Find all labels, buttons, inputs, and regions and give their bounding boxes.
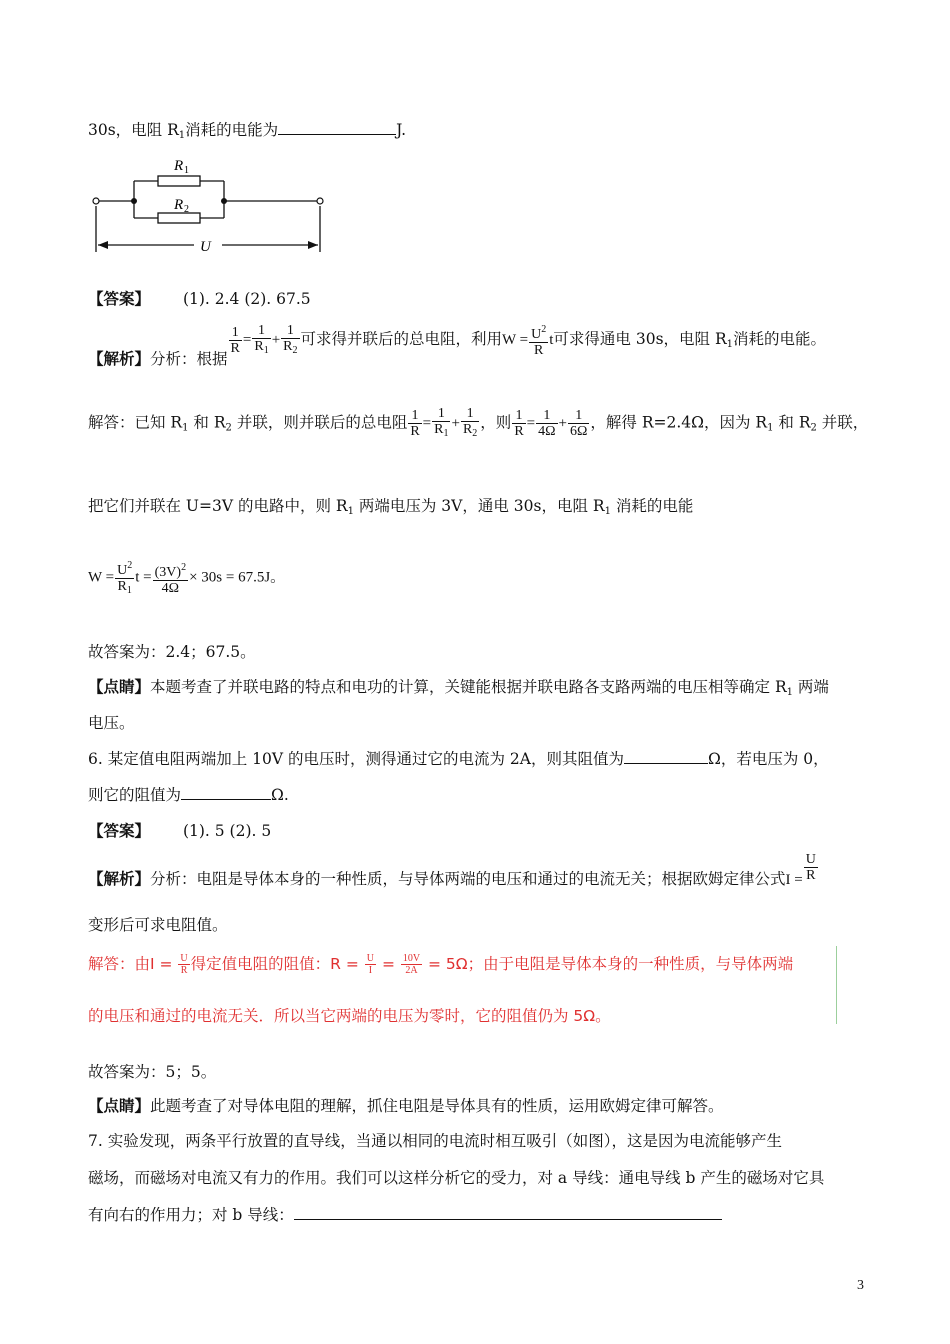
subscript: 1	[347, 506, 354, 517]
answer-blank[interactable]	[624, 749, 708, 764]
subscript: 2	[810, 422, 817, 434]
para-text-b: 两端电压为 3V，通电 30s，电阻 R	[353, 497, 605, 515]
subscript: 1	[726, 339, 733, 350]
r2-label: R	[174, 197, 184, 213]
resistor-r2	[158, 213, 200, 223]
comment-tag: 【点睛】	[88, 1096, 151, 1115]
q6-conclusion: 故答案为：5；5。	[88, 1063, 217, 1081]
answer-blank[interactable]	[294, 1205, 722, 1220]
analysis-text-a: 分析：根据	[150, 350, 228, 368]
analysis-tag: 【解析】	[88, 349, 151, 368]
unit: J.	[396, 121, 407, 139]
q5-line1	[88, 118, 406, 141]
red-solution-line1: 解答：由I = $\frac{U}{R}$ 得定值电阻的阻值：R = $\frac{U}{I}$ = $\frac{10V}{2A}$ = 5Ω；由于电阻是导体本身的一种性质，与导体两端	[88, 953, 794, 976]
subscript: 1	[767, 422, 774, 434]
u-label: U	[200, 239, 211, 255]
q6-text-c: 则它的阻值为	[88, 786, 182, 804]
q6-text-b: Ω，若电压为 0，	[707, 750, 829, 768]
red-text-c: =	[377, 955, 400, 973]
q5-para	[88, 494, 693, 517]
analysis-text-d: 消耗的电能。	[733, 330, 827, 348]
answer-blank[interactable]	[278, 120, 396, 135]
red-text-a: 解答：由I =	[88, 955, 178, 973]
page-number: 3	[857, 1278, 864, 1293]
r1-label: R	[174, 158, 184, 174]
q5-analysis: 【解析】分析：根据 $\frac{1}{R}$ = $\frac{1}{R_1}$ + $\frac{1}{R_2}$ 可求得并联后的总电阻，利用W = $\frac{U^2}{R}$ t可求得通电 30s，电阻 $R_1$消耗的电能。	[88, 322, 827, 368]
comment-tag: 【点睛】	[88, 677, 151, 696]
analysis-text-b: 可求得并联后的总电阻，利用	[300, 330, 503, 348]
answer-tag: 【答案】	[88, 821, 151, 840]
solve-text-f: 和 R	[773, 413, 811, 432]
subscript: 1	[604, 506, 611, 517]
q5-conclusion: 故答案为：2.4；67.5。	[88, 643, 256, 661]
q6-analysis-2: 变形后可求电阻值。	[88, 916, 228, 934]
q5-formula: W = $\frac{U^2}{R_1}$ t = $\frac{(3V)^2}{4\Omega}$ × 30s = 67.5J。	[88, 560, 286, 596]
r2-sub: 2	[184, 204, 189, 215]
comment-text-b: 两端	[793, 678, 829, 696]
q6-answer	[88, 819, 271, 841]
red-text-b: 得定值电阻的阻值：R =	[190, 955, 364, 973]
para-text-c: 消耗的电能	[610, 497, 694, 515]
r1-sub: 1	[184, 165, 189, 176]
q6-text-a: 6. 某定值电阻两端加上 10V 的电压时，测得通过它的电流为 2A，则其阻值为	[88, 750, 624, 768]
analysis-tag: 【解析】	[88, 868, 151, 888]
q5-solve: 解答：已知 $R_1$ 和 $R_2$ 并联，则并联后的总电阻 $\frac{1}{R}$ = $\frac{1}{R_1}$ + $\frac{1}{R_2}$ ，则 $\frac{1}{R}$ = $\frac{1}{4\Omega}$ + $\frac{1}{6\Omega}$ ，解得 R=2.4Ω，因为 $R_1$ 和 $R_2$ 并联，	[88, 406, 869, 439]
answer-blank[interactable]	[181, 785, 271, 800]
solve-text-e: ，解得 R=2.4Ω，因为 R	[590, 413, 768, 432]
resistor-r1	[158, 176, 200, 186]
solve-text-d: ，则	[480, 413, 512, 432]
formula-tail: × 30s = 67.5J。	[189, 569, 286, 586]
q5-comment-2: 电压。	[88, 714, 135, 732]
q5-answer	[88, 287, 311, 309]
q7-line1: 7. 实验发现，两条平行放置的直导线，当通以相同的电流时相互吸引（如图），这是因为电流能够产生	[88, 1132, 782, 1150]
comment-text: 此题考查了对导体电阻的理解，抓住电阻是导体具有的性质，运用欧姆定律可解答。	[150, 1097, 724, 1115]
solve-text-b: 和 R	[188, 413, 226, 432]
q6-analysis: 【解析】分析：电阻是导体本身的一种性质，与导体两端的电压和通过的电流无关；根据欧姆定律公式I = $\frac{U}{R}$	[88, 852, 816, 888]
q6-line1	[88, 747, 829, 769]
q7-line2: 磁场，而磁场对电流又有力的作用。我们可以这样分析它的受力，对 a 导线：通电导线 b 产生的磁场对它具	[88, 1169, 825, 1187]
comment-text-a: 本题考查了并联电路的特点和电功的计算，关键能根据并联电路各支路两端的电压相等确定 R	[150, 678, 787, 696]
q6-text-d: Ω.	[271, 786, 289, 804]
q7-line3	[88, 1203, 722, 1225]
q5-comment	[88, 675, 829, 698]
subscript: 1	[178, 130, 186, 141]
red-solution-line2: 的电压和通过的电流无关．所以当它两端的电压为零时，它的阻值仍为 5Ω。	[88, 1007, 611, 1025]
subscript: 2	[225, 422, 232, 434]
subscript: 1	[182, 422, 189, 434]
red-text-d: = 5Ω；由于电阻是导体本身的一种性质，与导体两端	[423, 955, 794, 973]
answer-text: (1). 2.4 (2). 67.5	[182, 290, 311, 308]
answer-text: (1). 5 (2). 5	[182, 822, 272, 840]
q7-text: 有向右的作用力；对 b 导线：	[88, 1206, 294, 1224]
q6-comment	[88, 1094, 724, 1116]
subscript: 1	[786, 687, 793, 698]
q6-line2	[88, 783, 289, 805]
analysis-text-c: 可求得通电 30s，电阻 R	[553, 330, 727, 348]
solve-text-g: 并联，	[816, 413, 869, 432]
q5-line1-text: 30s，电阻 R	[88, 121, 179, 139]
analysis-text: 分析：电阻是导体本身的一种性质，与导体两端的电压和通过的电流无关；根据欧姆定律公式	[150, 869, 786, 888]
parallel-circuit-diagram	[86, 148, 336, 258]
q5-line1-text-b: 消耗的电能为	[185, 121, 279, 139]
para-text-a: 把它们并联在 U=3V 的电路中，则 R	[88, 497, 348, 515]
answer-tag: 【答案】	[88, 289, 151, 308]
solve-text-a: 解答：已知 R	[88, 413, 183, 432]
solve-text-c: 并联，则并联后的总电阻	[231, 413, 408, 432]
